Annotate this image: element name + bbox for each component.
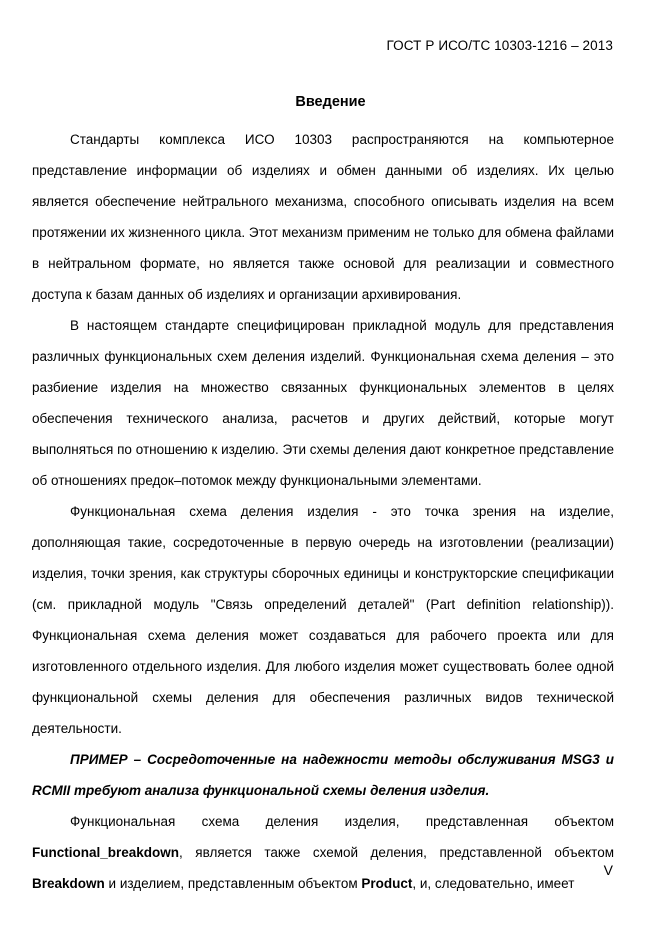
paragraph-text: и изделием, представленным объектом xyxy=(104,876,362,891)
paragraph-text: Функциональная схема деления изделия, представленная объектом xyxy=(70,814,614,829)
section-title: Введение xyxy=(295,94,366,110)
entity-breakdown: Breakdown xyxy=(32,876,105,891)
paragraph-entities xyxy=(32,806,614,899)
paragraph-text: , является также схемой деления, представленной объектом xyxy=(179,845,614,860)
entity-product: Product xyxy=(361,876,413,891)
entity-functional-breakdown: Functional_breakdown xyxy=(32,845,180,860)
paragraph-viewpoint: Функциональная схема деления изделия - это точка зрения на изделие, дополняющая такие, сосредоточенные в первую очередь на изготовлении (реализации) изделия, точки зрения, как структуры сборочных единицы и конструкторские спецификации (см. прикладной модуль "Связь определений деталей" (Part definition relationship)). Функциональная схема деления может создаваться для рабочего проекта или для изготовленного отдельного изделия. Для любого изделия может существовать более одной функциональной схемы деления для обеспечения различных видов технической деятельности. xyxy=(32,504,614,736)
page-number: V xyxy=(603,862,613,878)
paragraph-text: , и, следовательно, имеет xyxy=(412,876,575,891)
paragraph-intro: Стандарты комплекса ИСО 10303 распространяются на компьютерное представление информации об изделиях и обмен данными об изделиях. Их целью является обеспечение нейтрального механизма, способного описывать изделия на всем протяжении их жизненного цикла. Этот механизм применим не только для обмена файлами в нейтральном формате, но является также основой для реализации и совместного доступа к базам данных об изделиях и организации архивирования. xyxy=(32,132,614,302)
document-body xyxy=(32,124,614,899)
paragraph-scope: В настоящем стандарте специфицирован прикладной модуль для представления различных функциональных схем деления изделий. Функциональная схема деления – это разбиение изделия на множество связанных функциональных элементов в целях обеспечения технического анализа, расчетов и других действий, которые могут выполняться по отношению к изделию. Эти схемы деления дают конкретное представление об отношениях предок–потомок между функциональными элементами. xyxy=(32,318,614,488)
example-note: ПРИМЕР – Сосредоточенные на надежности методы обслуживания MSG3 и RCMII требуют анализа функциональной схемы деления изделия. xyxy=(32,752,614,798)
document-header: ГОСТ Р ИСО/ТС 10303-1216 – 2013 xyxy=(386,38,613,53)
